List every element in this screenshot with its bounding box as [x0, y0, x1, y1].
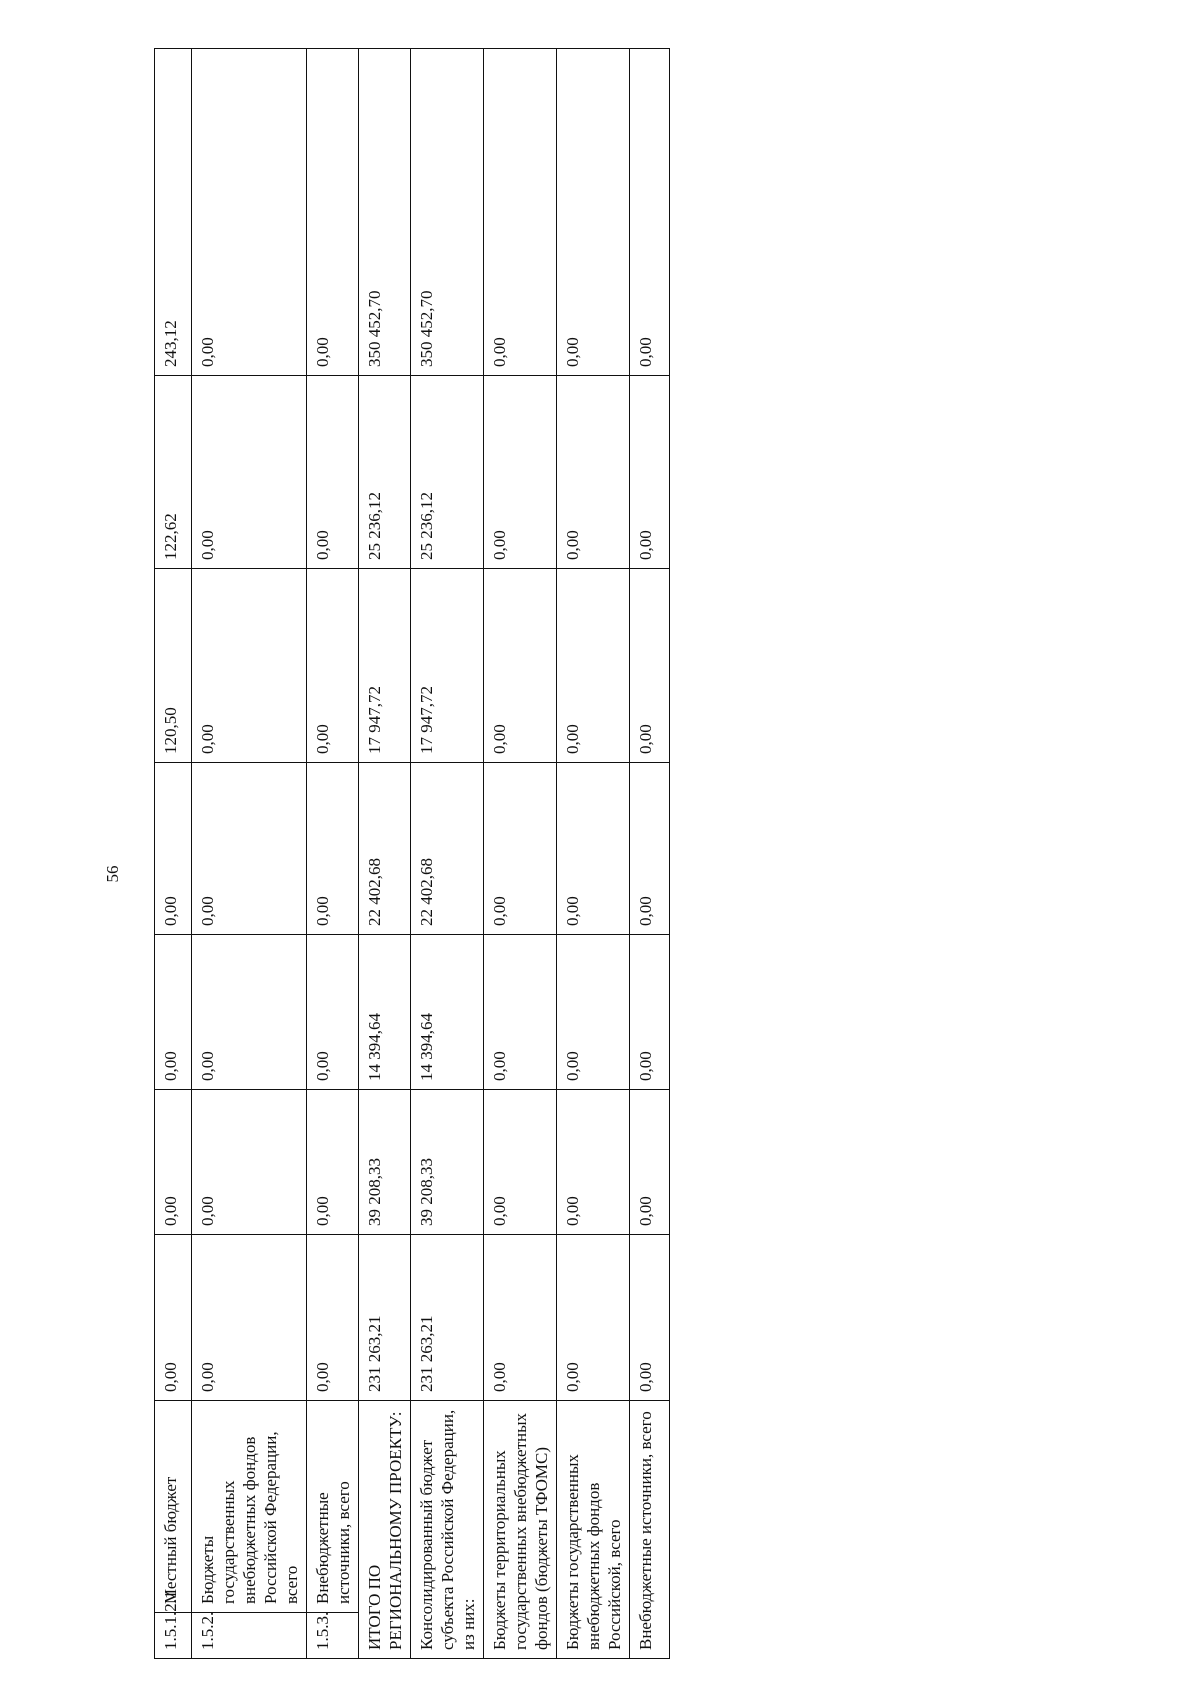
row-label: Внебюджетные источники, всего: [307, 1401, 359, 1613]
value-cell: 17 947,72: [359, 569, 411, 763]
value-cell: 0,00: [192, 763, 307, 935]
value-cell: 0,00: [307, 376, 359, 569]
row-label: Бюджеты территориальных государственных внебюджетных фондов (бюджеты ТФОМС): [484, 1401, 557, 1659]
value-cell: 25 236,12: [359, 376, 411, 569]
value-cell: 350 452,70: [359, 49, 411, 376]
table-row: [411, 49, 484, 1659]
value-cell: 0,00: [484, 763, 557, 935]
value-cell: 0,00: [307, 49, 359, 376]
value-cell: 0,00: [192, 935, 307, 1090]
value-cell: 0,00: [192, 1235, 307, 1401]
value-cell: 0,00: [484, 376, 557, 569]
budget-table: [154, 48, 670, 1659]
value-cell: 22 402,68: [411, 763, 484, 935]
value-cell: 0,00: [155, 935, 192, 1090]
value-cell: 243,12: [155, 49, 192, 376]
row-code: 1.5.2.: [192, 1613, 307, 1659]
value-cell: 0,00: [155, 1090, 192, 1235]
value-cell: 0,00: [630, 569, 670, 763]
value-cell: 0,00: [630, 935, 670, 1090]
value-cell: 0,00: [484, 1235, 557, 1401]
value-cell: 0,00: [557, 763, 630, 935]
value-cell: 14 394,64: [359, 935, 411, 1090]
value-cell: 0,00: [484, 49, 557, 376]
value-cell: 0,00: [307, 1235, 359, 1401]
value-cell: 231 263,21: [411, 1235, 484, 1401]
table-row: [630, 49, 670, 1659]
value-cell: 0,00: [192, 569, 307, 763]
value-cell: 0,00: [557, 935, 630, 1090]
row-label: Местный бюджет: [155, 1401, 192, 1613]
value-cell: 0,00: [557, 569, 630, 763]
row-code: 1.5.1.2.1: [155, 1613, 192, 1659]
value-cell: 0,00: [307, 763, 359, 935]
value-cell: 0,00: [484, 569, 557, 763]
value-cell: 39 208,33: [359, 1090, 411, 1235]
value-cell: 120,50: [155, 569, 192, 763]
value-cell: 0,00: [557, 1235, 630, 1401]
page-number: 56: [103, 865, 122, 883]
value-cell: 0,00: [484, 1090, 557, 1235]
table-row: [557, 49, 630, 1659]
value-cell: 14 394,64: [411, 935, 484, 1090]
value-cell: 0,00: [557, 49, 630, 376]
budget-table-rotated: [154, 49, 655, 1659]
value-cell: 0,00: [155, 763, 192, 935]
value-cell: 122,62: [155, 376, 192, 569]
value-cell: 0,00: [557, 376, 630, 569]
value-cell: 0,00: [307, 569, 359, 763]
value-cell: 0,00: [307, 935, 359, 1090]
table-row: [155, 49, 192, 1659]
table-row: [192, 49, 307, 1659]
value-cell: 0,00: [630, 1090, 670, 1235]
value-cell: 0,00: [192, 1090, 307, 1235]
value-cell: 0,00: [155, 1235, 192, 1401]
value-cell: 0,00: [484, 935, 557, 1090]
value-cell: 0,00: [630, 763, 670, 935]
value-cell: 231 263,21: [359, 1235, 411, 1401]
value-cell: 22 402,68: [359, 763, 411, 935]
value-cell: 0,00: [192, 49, 307, 376]
row-label: Бюджеты государственных внебюджетных фондов Российской, всего: [557, 1401, 630, 1659]
value-cell: 0,00: [630, 1235, 670, 1401]
value-cell: 350 452,70: [411, 49, 484, 376]
value-cell: 0,00: [557, 1090, 630, 1235]
value-cell: 39 208,33: [411, 1090, 484, 1235]
value-cell: 25 236,12: [411, 376, 484, 569]
value-cell: 0,00: [307, 1090, 359, 1235]
table-row: [484, 49, 557, 1659]
table-row-total: [359, 49, 411, 1659]
row-label: Бюджеты государственных внебюджетных фондов Российской Федерации, всего: [192, 1401, 307, 1613]
row-label: Внебюджетные источники, всего: [630, 1401, 670, 1659]
row-label: ИТОГО ПО РЕГИОНАЛЬНОМУ ПРОЕКТУ:: [359, 1401, 411, 1659]
row-label: Консолидированный бюджет субъекта Российской Федерации, из них:: [411, 1401, 484, 1659]
value-cell: 0,00: [630, 49, 670, 376]
value-cell: 0,00: [192, 376, 307, 569]
table-row: [307, 49, 359, 1659]
value-cell: 0,00: [630, 376, 670, 569]
row-code: 1.5.3.: [307, 1613, 359, 1659]
value-cell: 17 947,72: [411, 569, 484, 763]
